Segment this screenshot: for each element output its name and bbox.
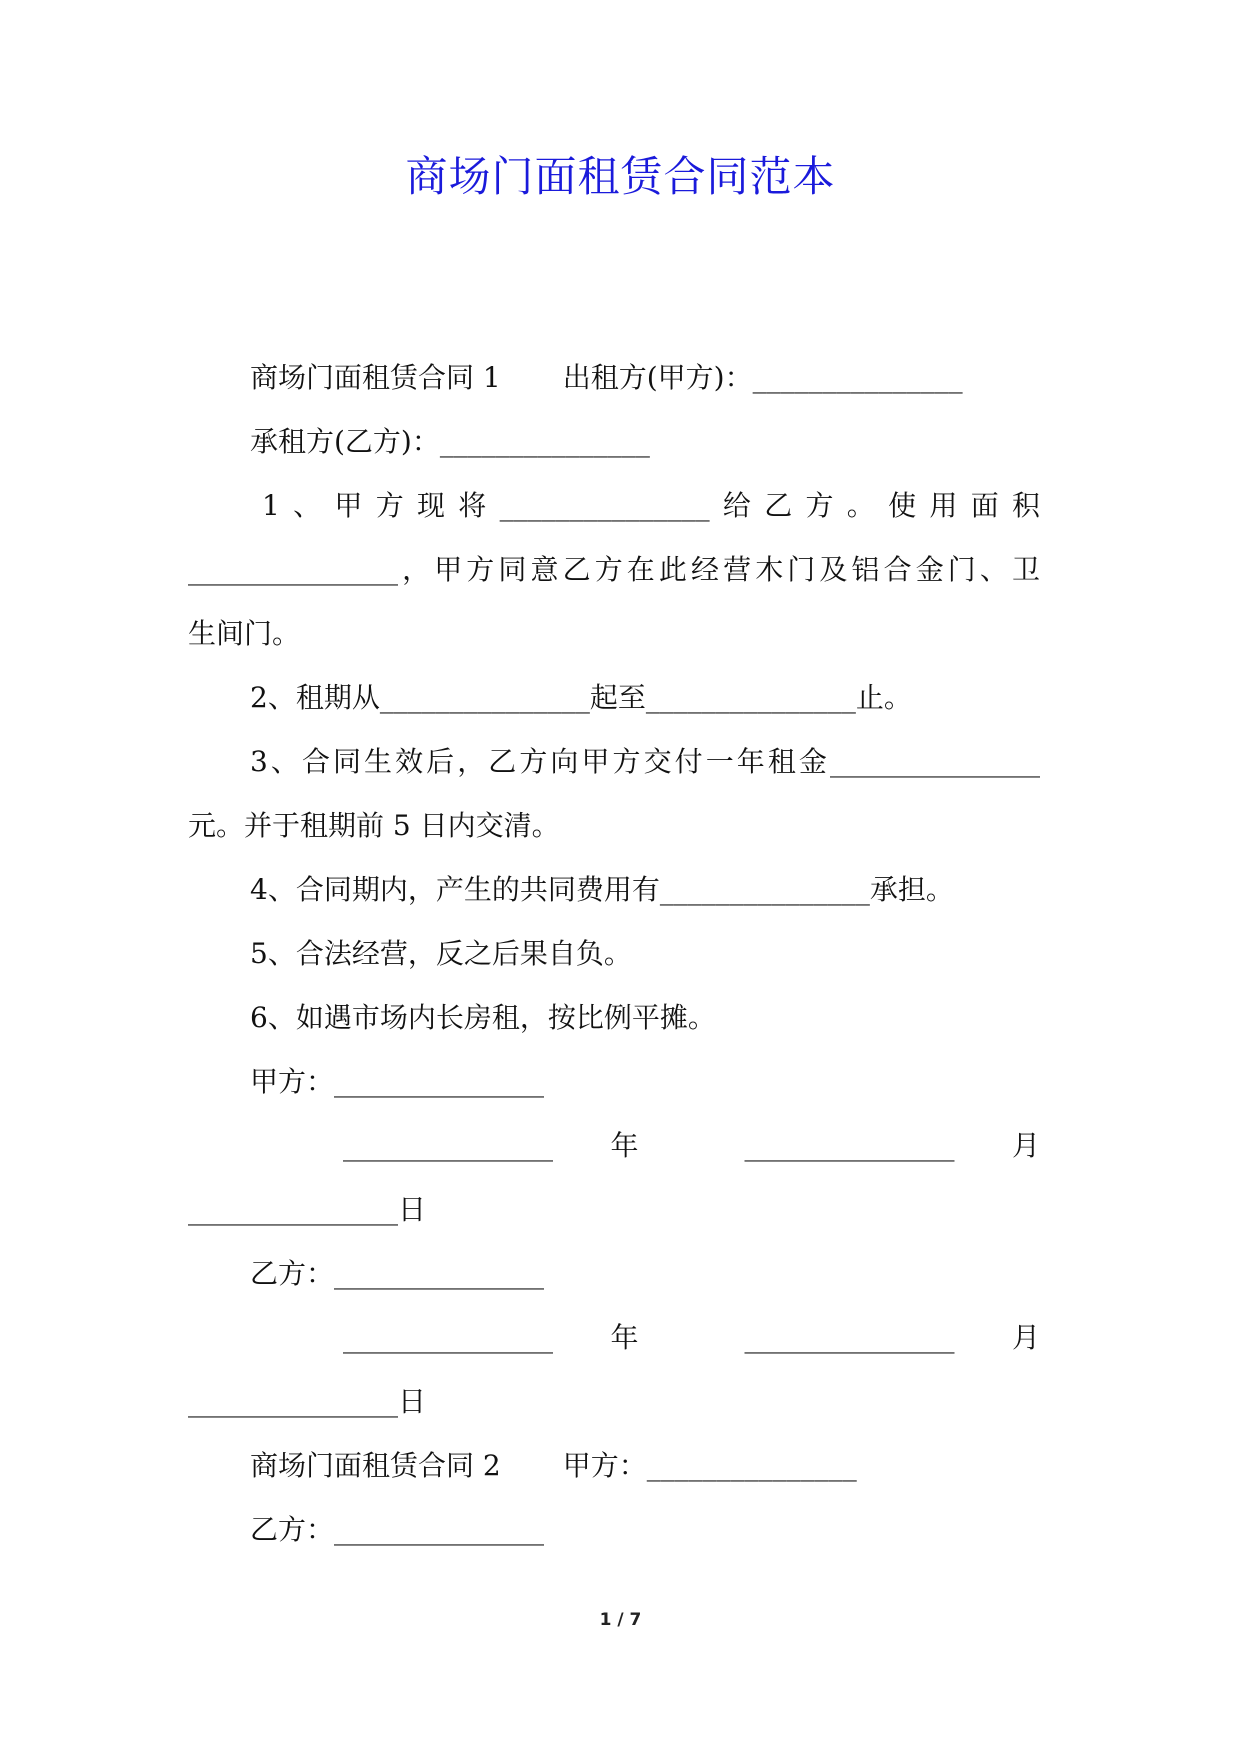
contract2-party-b: 乙方：_______________	[250, 1513, 545, 1546]
clause-5: 5、合法经营，反之后果自负。	[250, 937, 632, 970]
contract1-heading-line	[250, 358, 963, 398]
page-number: 1 / 7	[599, 1610, 642, 1630]
clause-3-line-2: 元。并于租期前 5 日内交清。	[188, 809, 560, 842]
contract1-heading: 商场门面租赁合同 1	[250, 361, 501, 394]
party-a-date-line-1: _______________ 年 _______________ 月	[343, 1129, 1040, 1162]
contract2-heading: 商场门面租赁合同 2	[250, 1449, 501, 1482]
party-b-date-line-1: _______________ 年 _______________ 月	[343, 1321, 1040, 1354]
contract2-party-a: 甲方：_______________	[562, 1449, 857, 1482]
clause-2: 2、租期从_______________起至_______________止。	[250, 681, 912, 714]
clause-1-line-2: _______________，甲方同意乙方在此经营木门及铝合金门、卫	[188, 553, 1040, 586]
party-b-signature: 乙方：_______________	[250, 1257, 545, 1290]
clause-4: 4、合同期内，产生的共同费用有_______________承担。	[250, 873, 954, 906]
party-b-date-line-2: _______________日	[188, 1385, 427, 1418]
lessor-field: 出租方(甲方)：_______________	[562, 361, 963, 394]
party-a-signature: 甲方：_______________	[250, 1065, 545, 1098]
document-title: 商场门面租赁合同范本	[405, 152, 836, 201]
clause-6: 6、如遇市场内长房租，按比例平摊。	[250, 1001, 716, 1034]
clause-1-line-3: 生间门。	[188, 617, 301, 650]
party-a-date-line-2: _______________日	[188, 1193, 427, 1226]
contract2-heading-line	[250, 1446, 857, 1486]
lessee-field: 承租方(乙方)：_______________	[250, 425, 650, 458]
clause-3-line-1: 3、合同生效后，乙方向甲方交付一年租金_______________	[250, 745, 1040, 778]
clause-1-line-1: 1、甲方现将_______________给乙方。使用面积	[262, 489, 1040, 522]
